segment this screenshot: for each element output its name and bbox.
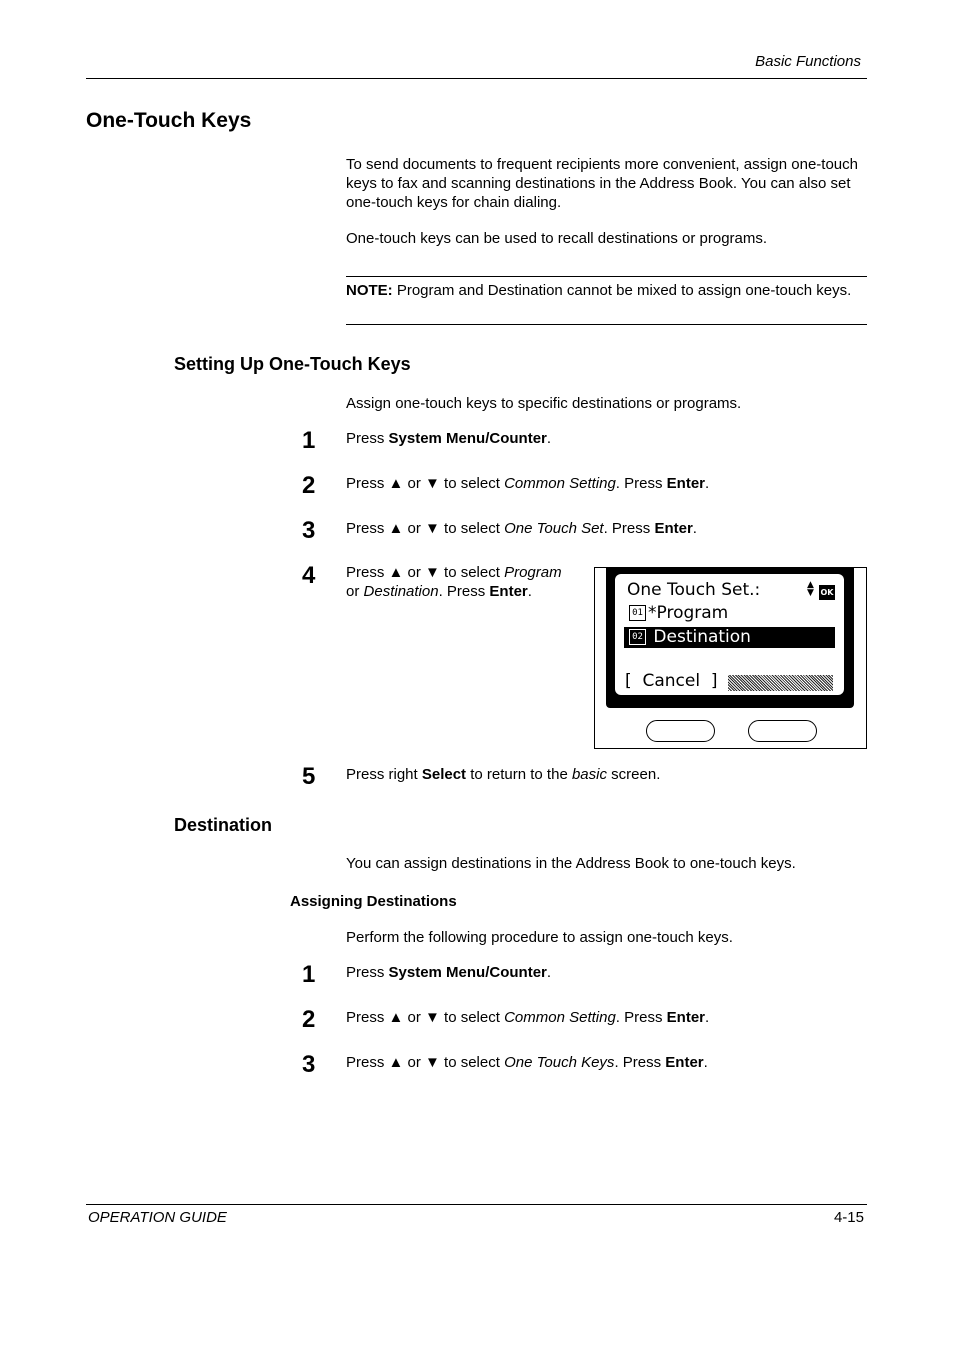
step-text: Press ▲ or ▼ to select One Touch Keys. Press Enter. xyxy=(346,1054,708,1071)
lcd-item-program: 01 *Program xyxy=(629,603,728,623)
sub-heading-assigning: Assigning Destinations xyxy=(290,893,457,910)
step-text: Press right Select to return to the basic screen. xyxy=(346,766,661,783)
intro-paragraph-2: One-touch keys can be used to recall destinations or programs. xyxy=(346,230,768,247)
note-label: NOTE: xyxy=(346,282,393,299)
note-top-rule xyxy=(346,276,867,277)
lcd-panel-illustration xyxy=(594,567,867,749)
left-select-key[interactable] xyxy=(646,720,715,742)
up-down-arrows-icon: ▲ ▼ xyxy=(807,580,814,598)
lcd-screen xyxy=(615,574,844,695)
assigning-intro: Perform the following procedure to assign one-touch keys. xyxy=(346,929,733,946)
lcd-item-destination-selected: 02 Destination xyxy=(624,627,835,648)
note-bottom-rule xyxy=(346,324,867,325)
right-select-key[interactable] xyxy=(748,720,817,742)
step-text: Press System Menu/Counter. xyxy=(346,430,552,447)
header-rule xyxy=(86,78,867,79)
item-number-icon: 02 xyxy=(629,629,646,645)
destination-intro: You can assign destinations in the Address Book to one-touch keys. xyxy=(346,855,796,872)
step-number: 3 xyxy=(302,1051,316,1078)
step-text: Press ▲ or ▼ to select Program or Destination. Press Enter. xyxy=(346,564,562,600)
lcd-bezel xyxy=(606,568,854,708)
intro-paragraph-1: To send documents to frequent recipients more convenient, assign one-touch keys to fax and scanning destinations in the Address Book. You can also set one-touch keys for chain dialing. xyxy=(346,156,858,211)
step-number: 2 xyxy=(302,472,316,499)
lcd-title: One Touch Set.: xyxy=(627,580,761,600)
step-number: 1 xyxy=(302,427,316,454)
step-text: Press System Menu/Counter. xyxy=(346,964,552,981)
lcd-cancel-softkey-label: [ Cancel ] xyxy=(625,671,718,691)
page-number: 4-15 xyxy=(833,1209,864,1226)
footer-rule xyxy=(86,1204,867,1205)
item-number-icon: 01 xyxy=(629,605,646,621)
footer-guide-title: OPERATION GUIDE xyxy=(88,1209,227,1226)
step-text: Press ▲ or ▼ to select One Touch Set. Press Enter. xyxy=(346,520,697,537)
section-heading-destination: Destination xyxy=(174,815,273,835)
step-text: Press ▲ or ▼ to select Common Setting. Press Enter. xyxy=(346,475,710,492)
step-number: 4 xyxy=(302,562,316,589)
note-box xyxy=(346,281,868,300)
step-number: 2 xyxy=(302,1006,316,1033)
note-text: Program and Destination cannot be mixed to assign one-touch keys. xyxy=(392,282,852,299)
lcd-hatched-softkey xyxy=(728,675,833,691)
running-header: Basic Functions xyxy=(755,53,861,70)
section-heading-setup: Setting Up One-Touch Keys xyxy=(174,354,411,374)
setup-intro: Assign one-touch keys to specific destinations or programs. xyxy=(346,395,742,412)
page-title: One-Touch Keys xyxy=(86,109,252,132)
step-text: Press ▲ or ▼ to select Common Setting. Press Enter. xyxy=(346,1009,710,1026)
step-number: 5 xyxy=(302,763,316,790)
ok-badge-icon: OK xyxy=(819,585,835,600)
step-number: 1 xyxy=(302,961,316,988)
step-number: 3 xyxy=(302,517,316,544)
